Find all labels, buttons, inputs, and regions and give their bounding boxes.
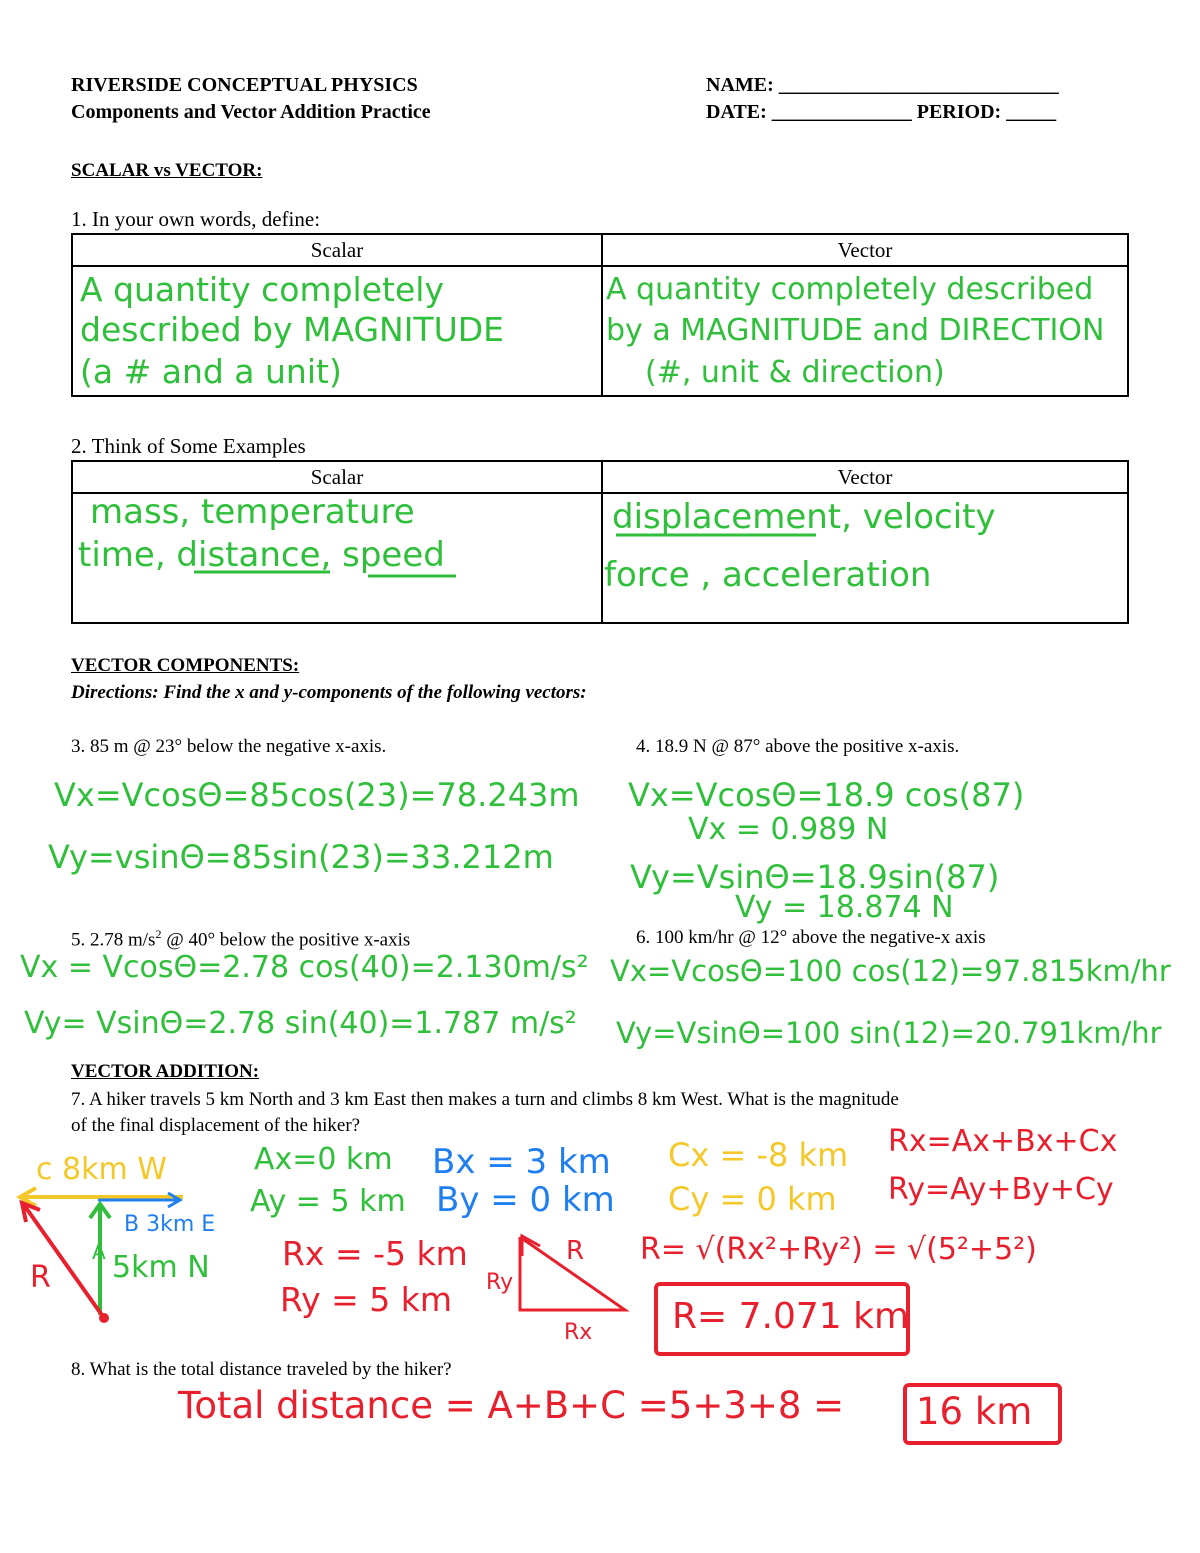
q8-work: Total distance = A+B+C =5+3+8 = [178,1384,845,1427]
worksheet-subtitle: Components and Vector Addition Practice [71,101,431,123]
q2-vector-header: Vector [602,461,1128,493]
addition-heading: VECTOR ADDITION: [71,1061,260,1082]
question-3: 3. 85 m @ 23° below the negative x-axis. [71,736,387,757]
rx-formula: Rx=Ax+Bx+Cx [888,1124,1118,1159]
triangle-label-r: R [566,1236,585,1266]
question-7-continued: of the final displacement of the hiker? [71,1115,361,1136]
q1-scalar-header: Scalar [72,234,602,266]
q4-vy-work: Vy=VsinΘ=18.9sin(87) [630,858,1000,896]
sketch-label-5kmn: 5km N [112,1250,210,1285]
q1-scalar-line-1: A quantity completely [80,270,444,309]
resultant-result: R= 7.071 km [672,1296,910,1337]
q6-vx-work: Vx=VcosΘ=100 cos(12)=97.815km/hr [610,954,1171,988]
c-x-component: Cx = -8 km [668,1136,849,1174]
sketch-label-a: A [92,1240,106,1264]
c-y-component: Cy = 0 km [668,1180,837,1218]
question-4: 4. 18.9 N @ 87° above the positive x-axis. [636,736,960,757]
q5-vy-work: Vy= VsinΘ=2.78 sin(40)=1.787 m/s² [24,1006,577,1041]
triangle-label-ry: Ry [486,1270,514,1295]
q4-vx-work: Vx=VcosΘ=18.9 cos(87) [628,776,1025,814]
triangle-label-rx: Rx [564,1320,593,1345]
q1-vector-line-2: by a MAGNITUDE and DIRECTION [606,313,1105,348]
q1-scalar-line-2: described by MAGNITUDE [80,310,505,349]
a-y-component: Ay = 5 km [250,1184,406,1219]
q4-vy-result: Vy = 18.874 N [735,890,954,925]
q3-vy-work: Vy=vsinΘ=85sin(23)=33.212m [48,838,554,876]
question-7: 7. A hiker travels 5 km North and 3 km East then makes a turn and climbs 8 km West. What is the magnitude [71,1089,899,1110]
date-period-field[interactable]: DATE: ______________ PERIOD: _____ [706,101,1057,123]
question-1: 1. In your own words, define: [71,207,321,231]
question-8: 8. What is the total distance traveled by the hiker? [71,1359,452,1380]
b-x-component: Bx = 3 km [432,1142,611,1182]
q6-vy-work: Vy=VsinΘ=100 sin(12)=20.791km/hr [616,1016,1162,1050]
q8-result: 16 km [916,1390,1033,1433]
q4-vx-result: Vx = 0.989 N [688,812,889,847]
sketch-label-r: R [30,1260,51,1295]
q2-scalar-header: Scalar [72,461,602,493]
q2-scalar-line-1: mass, temperature [90,492,415,532]
school-title: RIVERSIDE CONCEPTUAL PHYSICS [71,74,418,96]
question-6: 6. 100 km/hr @ 12° above the negative-x axis [636,927,986,948]
name-field[interactable]: NAME: ____________________________ [706,74,1059,96]
q2-scalar-line-2: time, distance, speed [78,535,445,575]
components-heading: VECTOR COMPONENTS: [71,655,300,676]
components-directions: Directions: Find the x and y-components of the following vectors: [71,682,587,703]
q5-text-prefix: 5. 2.78 m/s [71,929,156,951]
q2-vector-line-2: force , acceleration [604,555,932,595]
question-2: 2. Think of Some Examples [71,434,306,458]
q3-vx-work: Vx=VcosΘ=85cos(23)=78.243m [54,776,580,814]
sketch-label-c: c 8km W [36,1152,167,1187]
resultant-formula: R= √(Rx²+Ry²) = √(5²+5²) [640,1232,1037,1267]
rx-value: Rx = -5 km [282,1234,468,1273]
a-x-component: Ax=0 km [254,1142,393,1177]
scalar-vector-heading: SCALAR vs VECTOR: [71,160,263,181]
b-y-component: By = 0 km [436,1180,615,1220]
q1-vector-line-3: (#, unit & direction) [645,355,945,390]
q5-text-suffix: @ 40° below the positive x-axis [161,929,411,951]
q1-scalar-line-3: (a # and a unit) [80,352,342,391]
sketch-label-b: B 3km E [124,1212,216,1237]
ry-formula: Ry=Ay+By+Cy [888,1172,1114,1207]
q5-vx-work: Vx = VcosΘ=2.78 cos(40)=2.130m/s² [20,950,589,985]
q1-vector-header: Vector [602,234,1128,266]
start-point [99,1313,109,1323]
q2-vector-line-1: displacement, velocity [612,497,996,537]
ry-value: Ry = 5 km [280,1280,453,1319]
q5-superscript: 2 [155,927,162,941]
q1-vector-line-1: A quantity completely described [606,272,1094,307]
